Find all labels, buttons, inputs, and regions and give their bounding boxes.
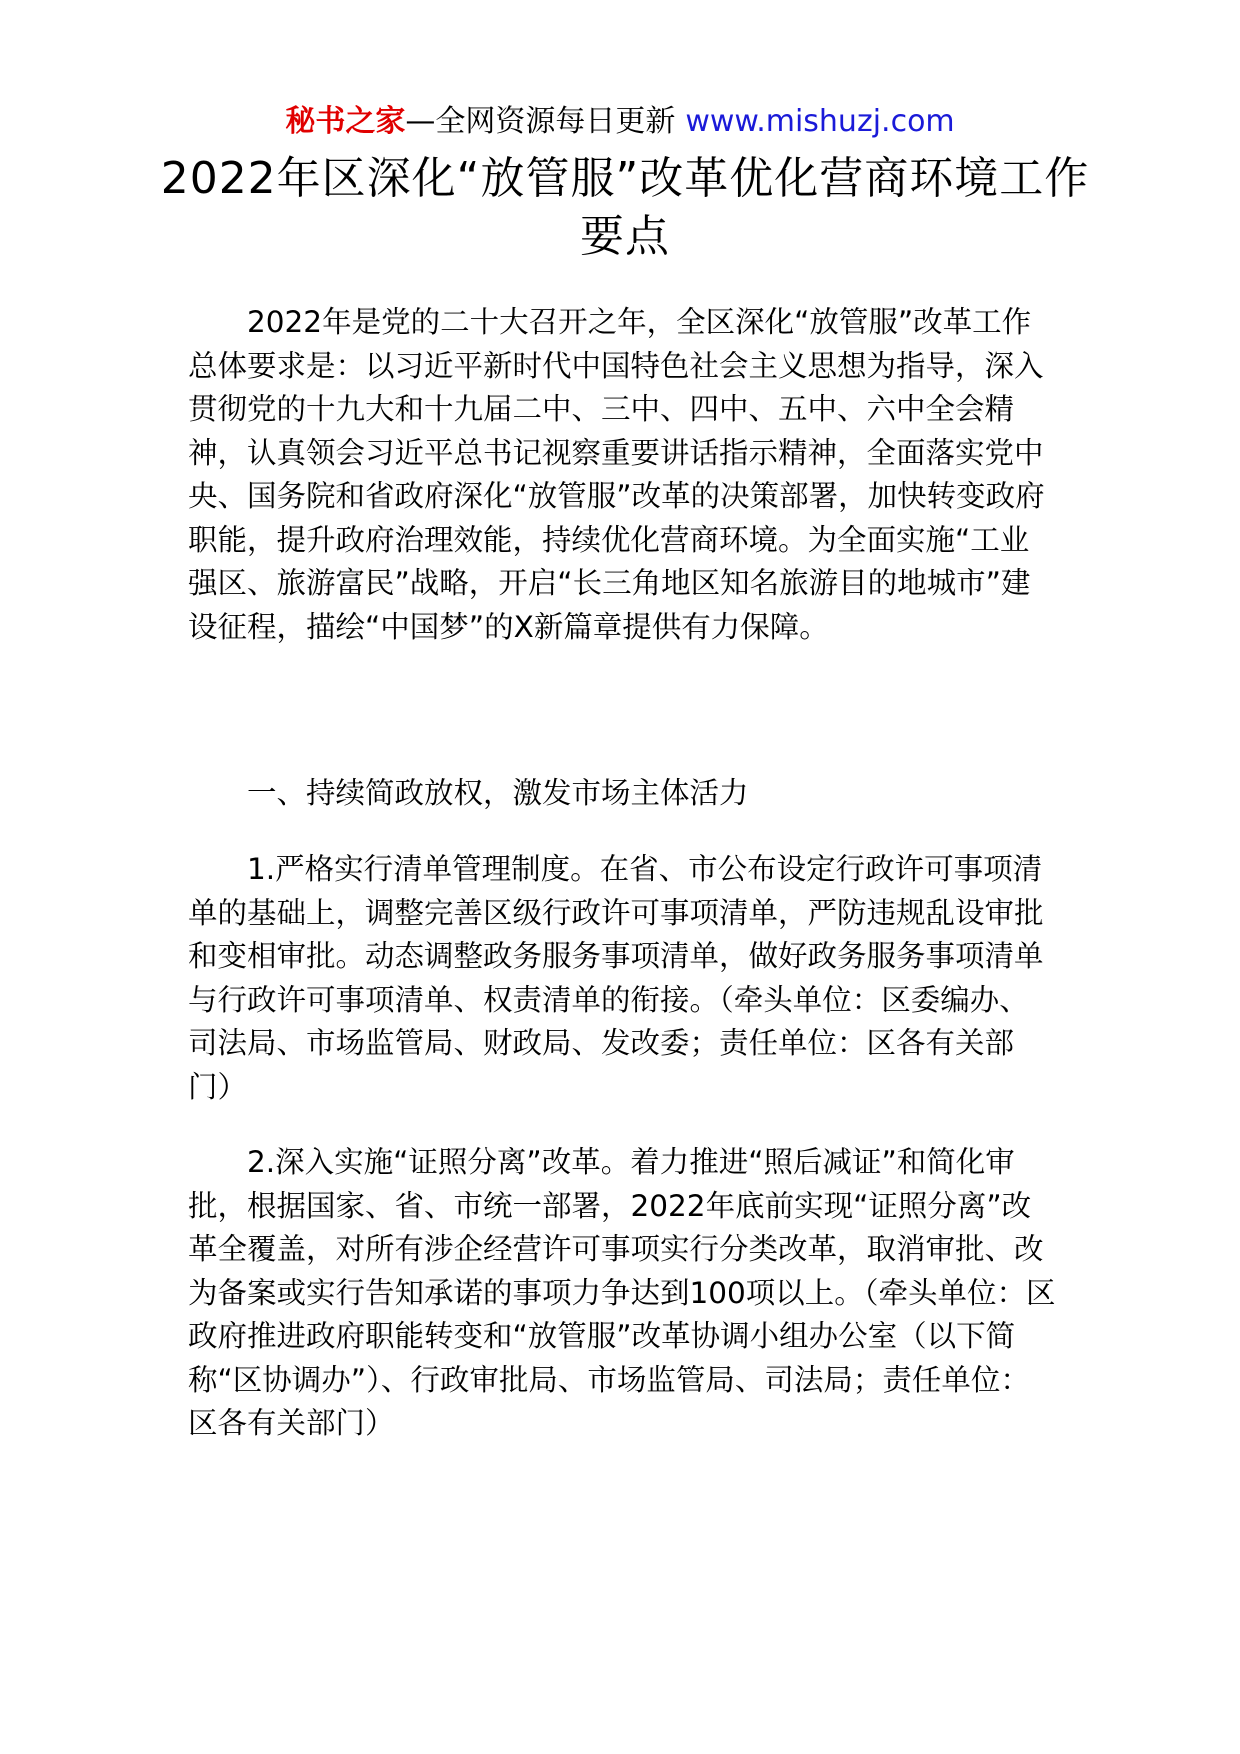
- site-header: [0, 100, 1240, 144]
- site-tagline: —全网资源每日更新: [405, 104, 676, 139]
- site-brand: 秘书之家: [285, 104, 406, 139]
- intro-paragraph: 2022年是党的二十大召开之年，全区深化“放管服”改革工作总体要求是：以习近平新时代中国特色社会主义思想为指导，深入贯彻党的十九大和十九届二中、三中、四中、五中、六中全会精神，认真领会习近平总书记视察重要讲话指示精神，全面落实党中央、国务院和省政府深化“放管服”改革的决策部署，加快转变政府职能，提升政府治理效能，持续优化营商环境。为全面实施“工业强区、旅游富民”战略，开启“长三角地区知名旅游目的地城市”建设征程，描绘“中国梦”的X新篇章提供有力保障。: [188, 305, 1045, 644]
- site-url-link[interactable]: www.mishuzj.com: [685, 104, 955, 139]
- list-item-2: 2.深入实施“证照分离”改革。着力推进“照后减证”和简化审批，根据国家、省、市统一部署，2022年底前实现“证照分离”改革全覆盖，对所有涉企经营许可事项实行分类改革，取消审批、改为备案或实行告知承诺的事项力争达到100项以上。（牵头单位：区政府推进政府职能转变和“放管服”改革协调小组办公室（以下简称“区协调办”）、行政审批局、市场监管局、司法局；责任单位：区各有关部门）: [188, 1145, 1056, 1440]
- list-item-1: 1.严格实行清单管理制度。在省、市公布设定行政许可事项清单的基础上，调整完善区级行政许可事项清单，严防违规乱设审批和变相审批。动态调整政务服务事项清单，做好政务服务事项清单与行政许可事项清单、权责清单的衔接。（牵头单位：区委编办、司法局、市场监管局、财政局、发改委；责任单位：区各有关部门）: [188, 852, 1044, 1104]
- document-title: 2022年区深化“放管服”改革优化营商环境工作要点: [160, 153, 1090, 262]
- section-heading: 一、持续简政放权，激发市场主体活力: [247, 776, 749, 810]
